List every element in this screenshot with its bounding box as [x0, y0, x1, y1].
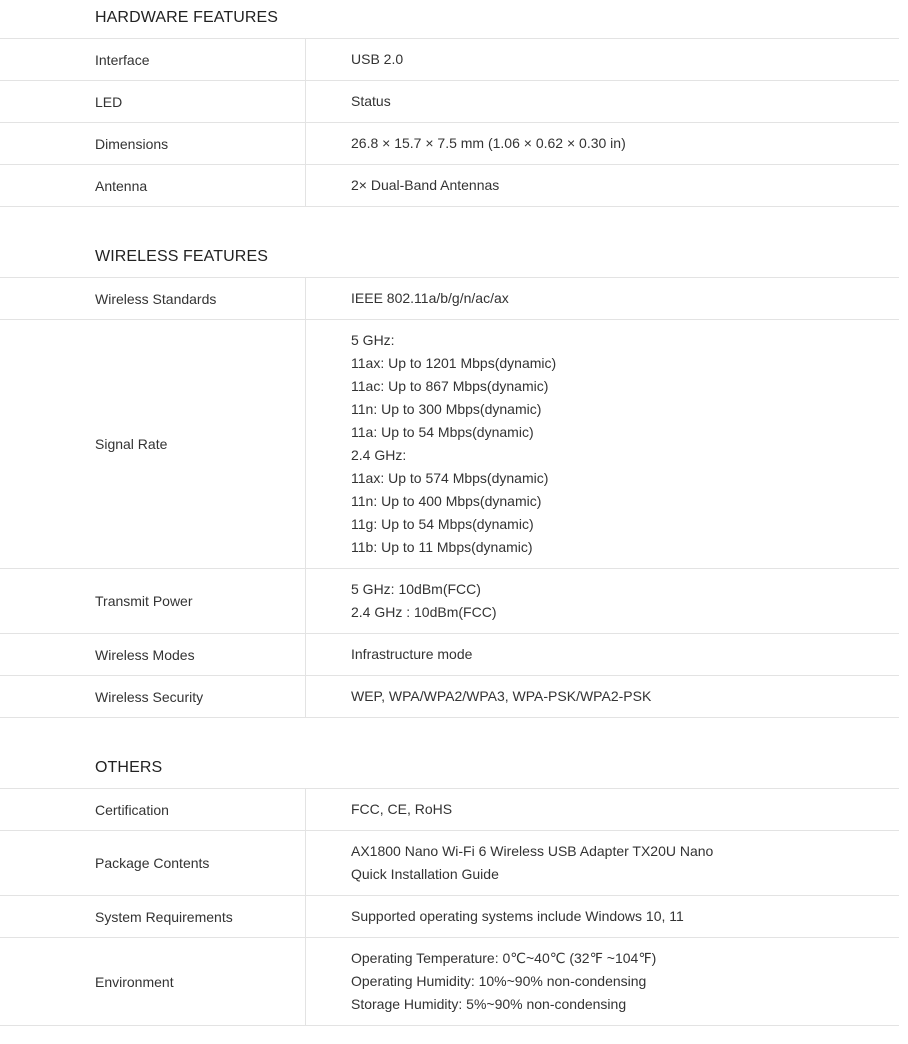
spec-value-line: 11b: Up to 11 Mbps(dynamic) — [351, 539, 533, 555]
spec-row-interface — [0, 39, 899, 81]
spec-row-wireless-modes — [0, 634, 899, 676]
spec-row-package-contents — [0, 831, 899, 896]
spec-value-line: 2× Dual-Band Antennas — [351, 177, 500, 193]
spec-row-antenna — [0, 165, 899, 207]
spec-label: Dimensions — [0, 123, 306, 164]
spec-value-line: USB 2.0 — [351, 51, 404, 67]
section-spacer — [0, 718, 899, 750]
section-others — [0, 750, 899, 1026]
spec-value — [306, 123, 899, 164]
spec-value-line: WEP, WPA/WPA2/WPA3, WPA-PSK/WPA2-PSK — [351, 688, 652, 704]
spec-table — [0, 789, 899, 1026]
spec-label: Wireless Modes — [0, 634, 306, 675]
spec-row-led — [0, 81, 899, 123]
spec-row-signal-rate — [0, 320, 899, 569]
spec-value — [306, 320, 899, 568]
spec-label: Environment — [0, 938, 306, 1025]
spec-row-wireless-standards — [0, 278, 899, 320]
spec-value-line: Storage Humidity: 5%~90% non-condensing — [351, 996, 627, 1012]
spec-value-line: 11g: Up to 54 Mbps(dynamic) — [351, 516, 534, 532]
spec-value — [306, 39, 899, 80]
spec-value-line: Supported operating systems include Windows 10, 11 — [351, 908, 684, 924]
spec-value — [306, 569, 899, 633]
section-title: WIRELESS FEATURES — [0, 239, 899, 278]
spec-value-line: FCC, CE, RoHS — [351, 801, 453, 817]
spec-value-line: 5 GHz: 10dBm(FCC) — [351, 581, 481, 597]
spec-label: Wireless Standards — [0, 278, 306, 319]
spec-value-line: 11n: Up to 300 Mbps(dynamic) — [351, 401, 542, 417]
spec-label: System Requirements — [0, 896, 306, 937]
spec-label: LED — [0, 81, 306, 122]
spec-value-line: Infrastructure mode — [351, 646, 473, 662]
spec-value — [306, 634, 899, 675]
spec-table — [0, 278, 899, 718]
spec-row-transmit-power — [0, 569, 899, 634]
spec-row-dimensions — [0, 123, 899, 165]
spec-label: Antenna — [0, 165, 306, 206]
spec-value — [306, 896, 899, 937]
spec-value-line: 11ax: Up to 1201 Mbps(dynamic) — [351, 355, 557, 371]
section-spacer — [0, 207, 899, 239]
section-title: OTHERS — [0, 750, 899, 789]
spec-label: Wireless Security — [0, 676, 306, 717]
section-wireless-features — [0, 239, 899, 718]
section-hardware-features — [0, 0, 899, 207]
spec-value-line: 26.8 × 15.7 × 7.5 mm (1.06 × 0.62 × 0.30 in) — [351, 135, 626, 151]
spec-value-line: 2.4 GHz : 10dBm(FCC) — [351, 604, 497, 620]
spec-value — [306, 938, 899, 1025]
spec-value — [306, 165, 899, 206]
spec-value-line: 11a: Up to 54 Mbps(dynamic) — [351, 424, 534, 440]
spec-value — [306, 831, 899, 895]
spec-value-line: Status — [351, 93, 391, 109]
section-title: HARDWARE FEATURES — [0, 0, 899, 39]
spec-value-line: 11n: Up to 400 Mbps(dynamic) — [351, 493, 542, 509]
spec-value-line: Quick Installation Guide — [351, 866, 499, 882]
spec-value-line: Operating Temperature: 0℃~40℃ (32℉ ~104℉) — [351, 950, 657, 966]
spec-value — [306, 789, 899, 830]
spec-value-line: Operating Humidity: 10%~90% non-condensing — [351, 973, 647, 989]
spec-label: Transmit Power — [0, 569, 306, 633]
spec-label: Signal Rate — [0, 320, 306, 568]
spec-value — [306, 278, 899, 319]
spec-label: Interface — [0, 39, 306, 80]
spec-value-line: 11ax: Up to 574 Mbps(dynamic) — [351, 470, 549, 486]
spec-value-line: 2.4 GHz: — [351, 447, 407, 463]
spec-table — [0, 39, 899, 207]
spec-value-line: AX1800 Nano Wi-Fi 6 Wireless USB Adapter TX20U Nano — [351, 843, 714, 859]
spec-value-line: IEEE 802.11a/b/g/n/ac/ax — [351, 290, 509, 306]
spec-label: Certification — [0, 789, 306, 830]
spec-row-system-requirements — [0, 896, 899, 938]
spec-label: Package Contents — [0, 831, 306, 895]
spec-value-line: 5 GHz: — [351, 332, 395, 348]
spec-row-certification — [0, 789, 899, 831]
spec-row-wireless-security — [0, 676, 899, 718]
spec-row-environment — [0, 938, 899, 1026]
spec-value-line: 11ac: Up to 867 Mbps(dynamic) — [351, 378, 549, 394]
spec-value — [306, 81, 899, 122]
spec-value — [306, 676, 899, 717]
